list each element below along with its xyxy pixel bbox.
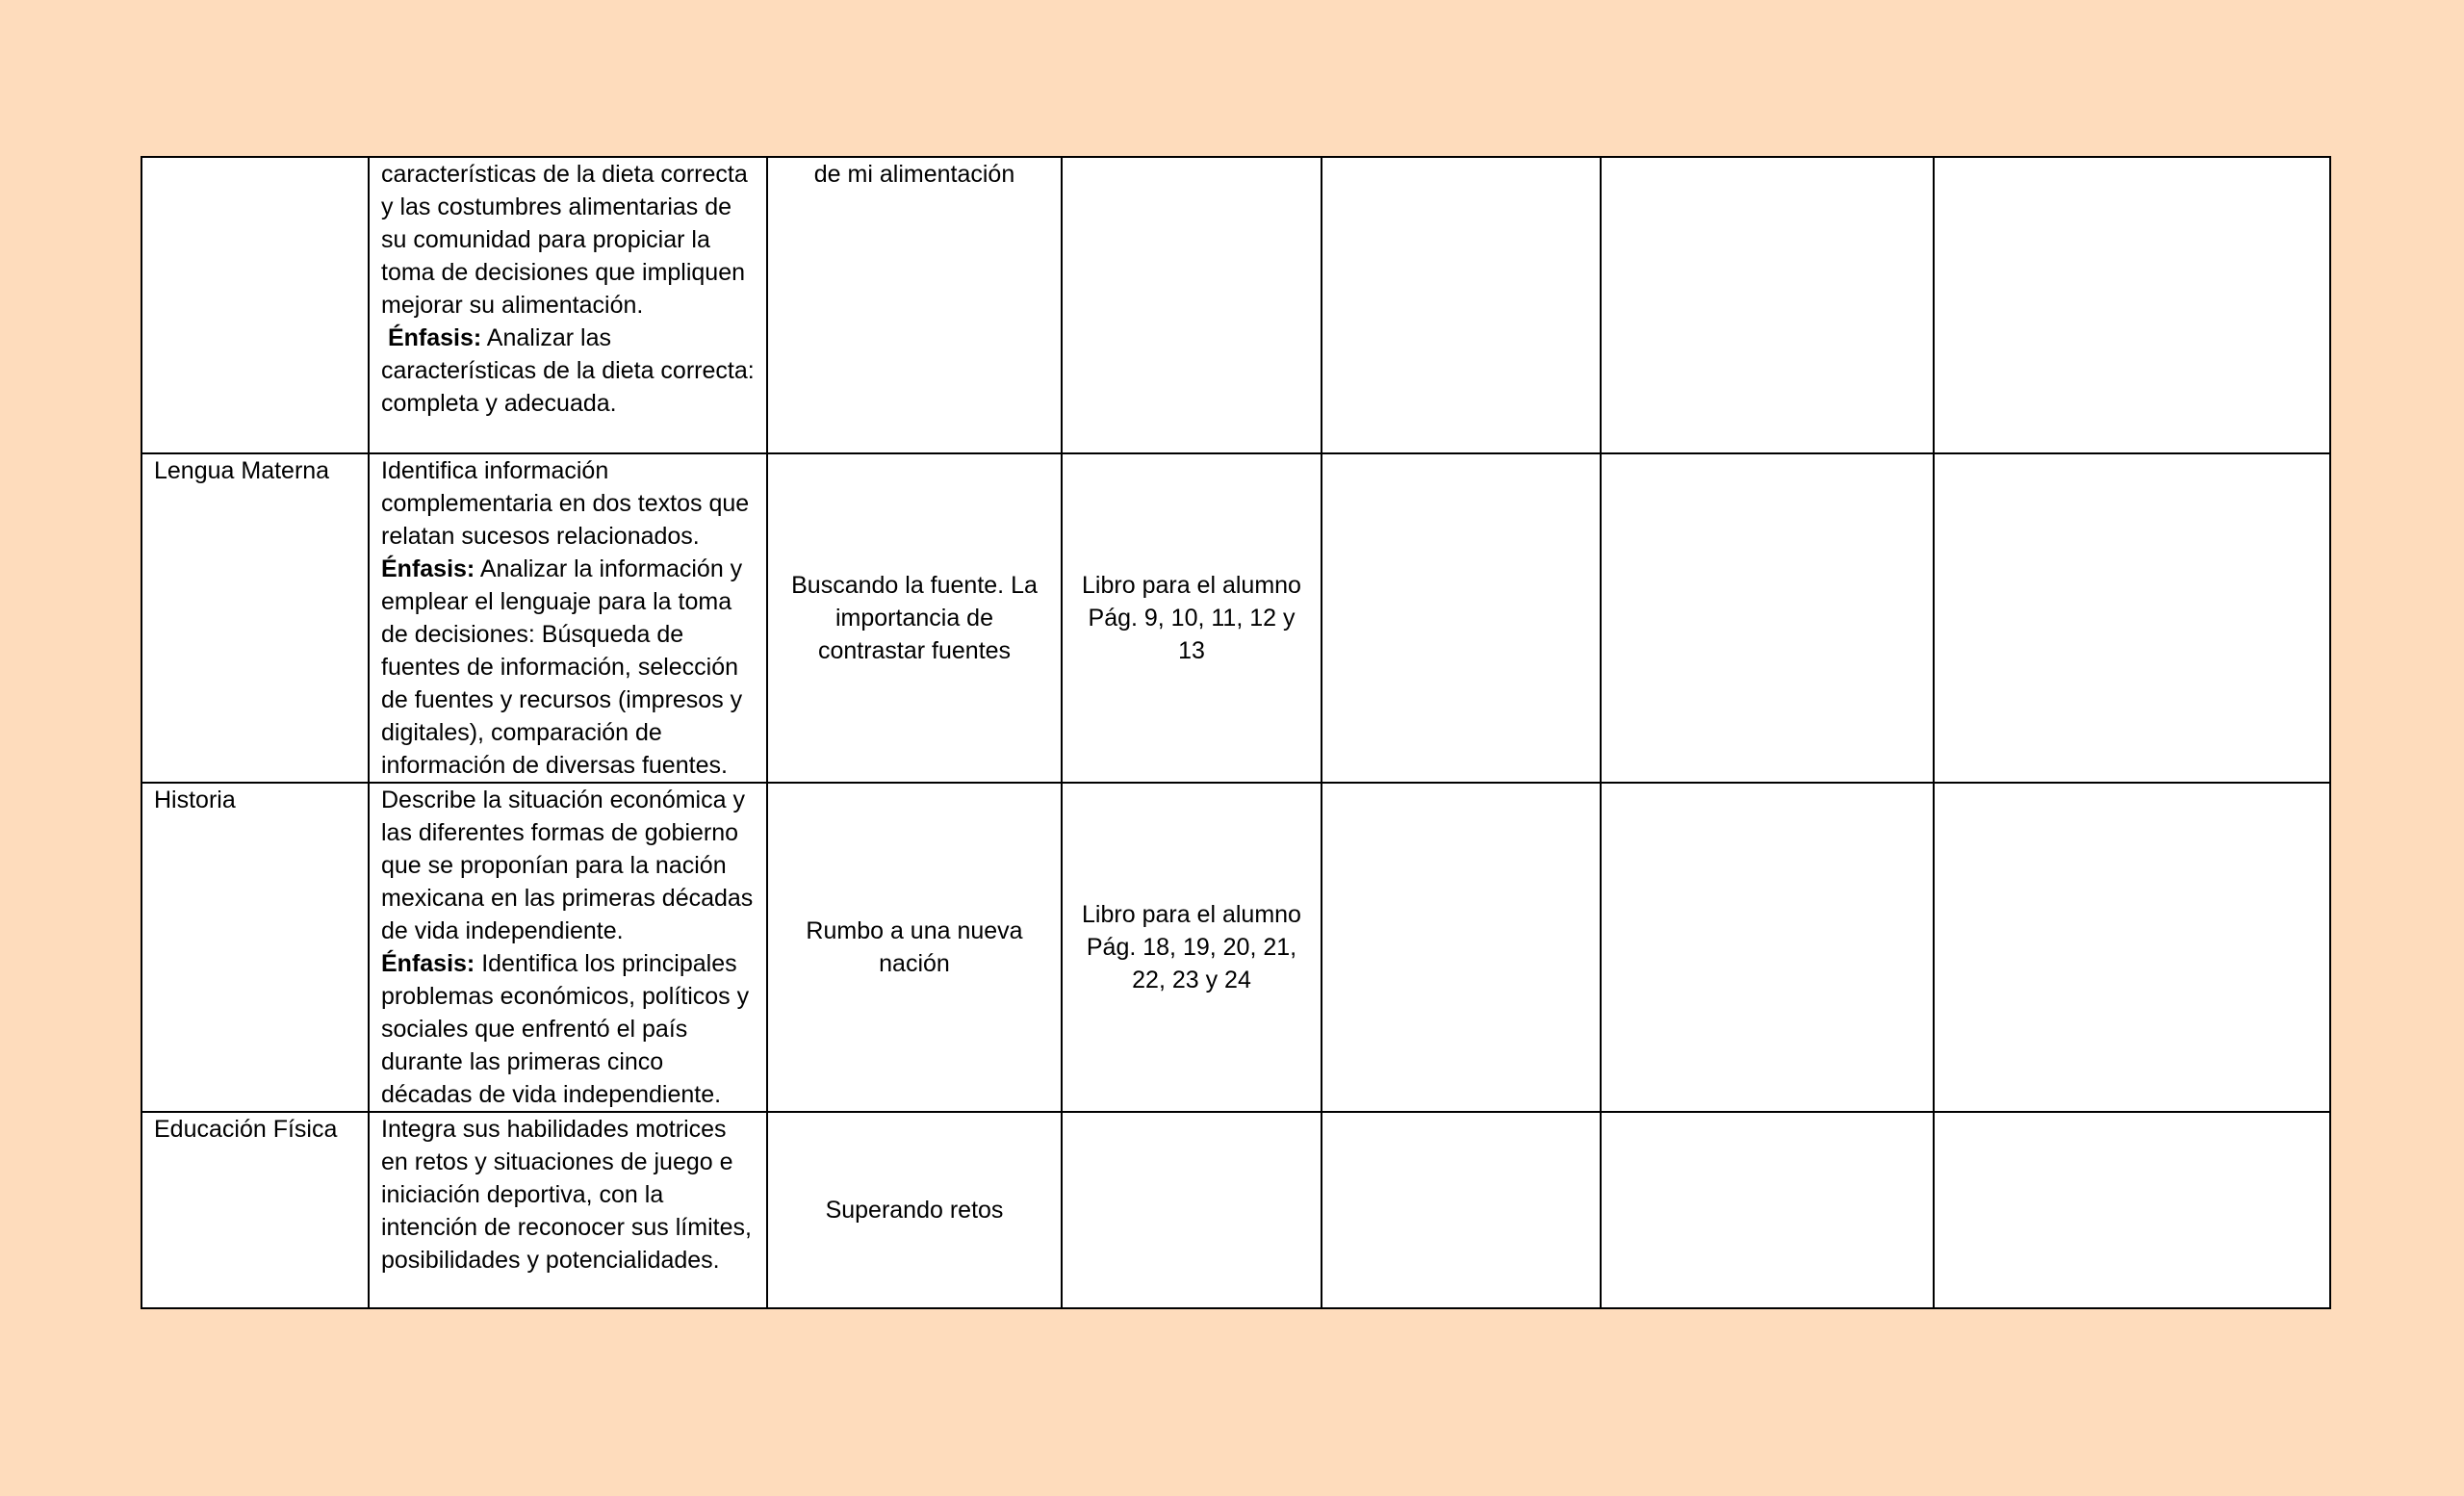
learning-text: Integra sus habilidades motrices en retos y situaciones de juego e iniciación deportiva, con la intención de reconocer sus límites, posibilidades y potencialidades. [381, 1116, 758, 1274]
learning-cell [369, 157, 767, 453]
table-row [141, 157, 2330, 453]
resource-cell [1062, 1112, 1322, 1308]
emphasis-label: Énfasis: [381, 555, 475, 582]
subject-cell [141, 157, 369, 453]
empty-cell [1601, 157, 1934, 453]
emphasis-text: Analizar la información y emplear el lenguaje para la toma de decisiones: Búsqueda de fuentes de información, selección de fuentes y recursos (impresos y digitales), comparación de información de diversas fuentes. [381, 555, 750, 779]
subject-cell: Educación Física [141, 1112, 369, 1308]
empty-cell [1934, 453, 2330, 783]
table-row [141, 783, 2330, 1112]
resource-cell: Libro para el alumno Pág. 9, 10, 11, 12 y 13 [1062, 453, 1322, 783]
emphasis-label: Énfasis: [387, 324, 482, 351]
learning-text: Describe la situación económica y las diferentes formas de gobierno que se proponían para la nación mexicana en las primeras décadas de vida independiente. [381, 787, 760, 944]
subject-cell: Lengua Materna [141, 453, 369, 783]
empty-cell [1934, 1112, 2330, 1308]
lesson-plan-table [141, 156, 2331, 1309]
emphasis-text: Identifica los principales problemas económicos, políticos y sociales que enfrentó el país durante las primeras cinco décadas de vida independiente. [381, 950, 757, 1108]
subject-cell: Historia [141, 783, 369, 1112]
emphasis-text: Analizar las características de la dieta correcta: completa y adecuada. [381, 324, 761, 417]
emphasis-paragraph [381, 947, 755, 1111]
table-row [141, 1112, 2330, 1308]
empty-cell [1601, 453, 1934, 783]
empty-cell [1322, 1112, 1601, 1308]
learning-cell [369, 453, 767, 783]
emphasis-paragraph [381, 553, 755, 782]
learning-cell [369, 783, 767, 1112]
topic-cell: Superando retos [767, 1112, 1062, 1308]
topic-cell: Rumbo a una nueva nación [767, 783, 1062, 1112]
emphasis-label: Énfasis: [381, 950, 475, 977]
empty-cell [1934, 157, 2330, 453]
learning-text: Identifica información complementaria en dos textos que relatan sucesos relacionados. [381, 457, 757, 550]
topic-cell: Buscando la fuente. La importancia de contrastar fuentes [767, 453, 1062, 783]
resource-cell [1062, 157, 1322, 453]
empty-cell [1322, 783, 1601, 1112]
resource-cell: Libro para el alumno Pág. 18, 19, 20, 21, 22, 23 y 24 [1062, 783, 1322, 1112]
learning-cell [369, 1112, 767, 1308]
empty-cell [1601, 783, 1934, 1112]
empty-cell [1601, 1112, 1934, 1308]
topic-cell: de mi alimentación [767, 157, 1062, 453]
empty-cell [1934, 783, 2330, 1112]
empty-cell [1322, 157, 1601, 453]
emphasis-paragraph [381, 322, 761, 420]
empty-cell [1322, 453, 1601, 783]
learning-text: características de la dieta correcta y las costumbres alimentarias de su comunidad para propiciar la toma de decisiones que impliquen mejorar su alimentación. [381, 161, 755, 319]
table-row [141, 453, 2330, 783]
